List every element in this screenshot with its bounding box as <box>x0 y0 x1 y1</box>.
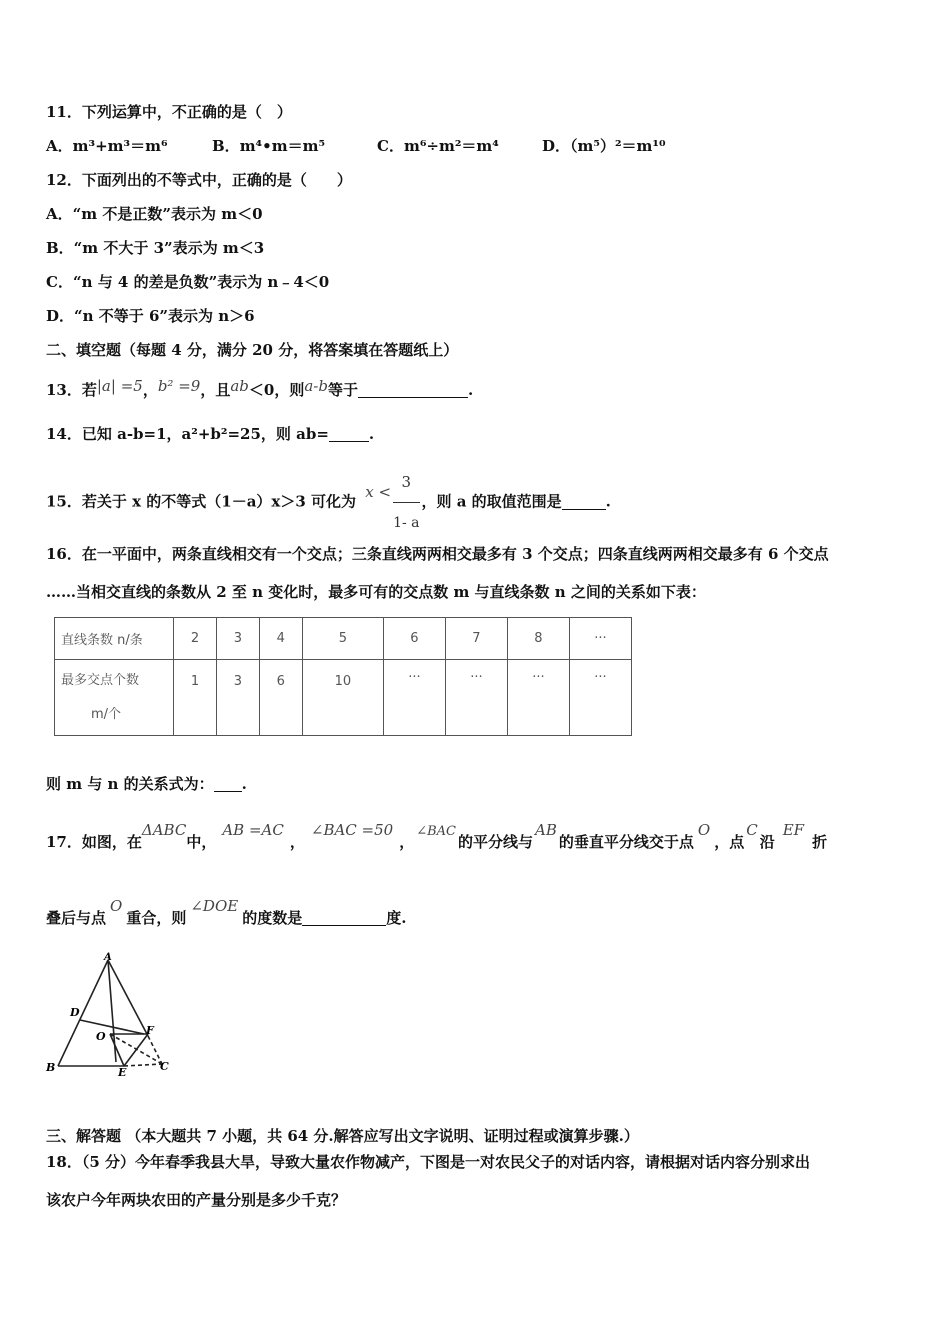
table-cell: 4 <box>259 618 302 660</box>
fold-ec <box>124 1064 162 1066</box>
table-cell: 7 <box>445 618 507 660</box>
q12-option-a: A．“m 不是正数”表示为 m＜0 <box>46 205 263 223</box>
table-cell: ··· <box>445 660 507 736</box>
table-cell: 3 <box>216 660 259 736</box>
table-cell: ··· <box>507 660 569 736</box>
q12-stem: 12．下面列出的不等式中，正确的是（ ） <box>46 171 352 189</box>
side-ab <box>58 960 108 1066</box>
table-cell: 6 <box>383 618 445 660</box>
q17-line-1: 17．如图，在ΔABC中，AB =AC，∠BAC =50，∠BAC的平分线与AB的垂直平分线交于点O，点C沿EF折 <box>46 821 828 851</box>
q17-line-2: 叠后与点O重合，则∠DOE的度数是 度. <box>46 897 407 927</box>
table-row <box>55 660 632 736</box>
segment-df <box>80 1020 144 1034</box>
q15-fraction: $\frac{3}{1- a}$ <box>393 462 419 543</box>
table-cell: 10 <box>302 660 383 736</box>
q17-figure <box>40 950 180 1078</box>
label-o: O <box>96 1030 106 1043</box>
table-cell: 8 <box>507 618 569 660</box>
q16-answer: 则 m 与 n 的关系式为： . <box>46 775 247 793</box>
section-2-heading: 二、填空题（每题 4 分，满分 20 分，将答案填在答题纸上） <box>46 341 459 359</box>
table-cell: ··· <box>569 618 631 660</box>
table-cell: 5 <box>302 618 383 660</box>
table-cell: 1 <box>174 660 217 736</box>
fold-line-ef <box>124 1034 148 1066</box>
q15: 15．若关于 x 的不等式（1－a）x＞3 可化为 x < $\frac{3}{1- a}$ ，则 a 的取值范围是 . <box>46 462 611 543</box>
section-3-heading: 三、解答题 （本大题共 7 小题，共 64 分.解答应写出文字说明、证明过程或演算步骤.） <box>46 1127 639 1145</box>
q13-abs-a: |a| =5 <box>96 377 143 395</box>
table-cell: 2 <box>174 618 217 660</box>
table-head-m: 最多交点个数 m/个 <box>55 660 174 736</box>
q12-option-b: B．“m 不大于 3”表示为 m＜3 <box>46 239 265 257</box>
table-cell: ··· <box>569 660 631 736</box>
answer-blank[interactable] <box>329 427 369 442</box>
q11-option-c: C．m⁶÷m²＝m⁴ <box>377 137 499 155</box>
q13-b-squared: b² =9 <box>157 377 201 395</box>
answer-blank[interactable] <box>562 495 606 510</box>
table-row <box>55 618 632 660</box>
q11-option-d: D．（m⁵）²＝m¹⁰ <box>542 137 666 155</box>
q16-table <box>54 617 632 736</box>
answer-blank[interactable] <box>214 777 242 792</box>
q12-option-c: C．“n 与 4 的差是负数”表示为 n﹣4＜0 <box>46 273 330 291</box>
q16-line-1: 16．在一平面中，两条直线相交有一个交点；三条直线两两相交最多有 3 个交点；四条直线两两相交最多有 6 个交点 <box>46 545 829 563</box>
answer-blank[interactable] <box>302 911 386 926</box>
q18-line-2: 该农户今年两块农田的产量分别是多少千克？ <box>46 1191 347 1209</box>
q11-option-a: A．m³+m³＝m⁶ <box>46 137 168 155</box>
q12-option-d: D．“n 不等于 6”表示为 n＞6 <box>46 307 255 325</box>
label-e: E <box>118 1066 127 1078</box>
q13: 13．若|a| =5，b² =9，且ab＜0，则a-b等于 . <box>46 377 474 399</box>
q11-stem: 11．下列运算中，不正确的是（ ） <box>46 103 292 121</box>
label-a: A <box>104 952 112 963</box>
q11-option-b: B．m⁴•m＝m⁵ <box>212 137 326 155</box>
label-b: B <box>46 1061 56 1074</box>
label-c: C <box>160 1060 169 1073</box>
table-cell: 3 <box>216 618 259 660</box>
label-d: D <box>70 1006 80 1019</box>
label-f: F <box>146 1024 154 1037</box>
q16-line-2: ……当相交直线的条数从 2 至 n 变化时，最多可有的交点数 m 与直线条数 n 之间的关系如下表： <box>46 583 706 601</box>
table-head-n: 直线条数 n/条 <box>55 618 174 660</box>
table-cell: 6 <box>259 660 302 736</box>
q18-line-1: 18．（5 分）今年春季我县大旱，导致大量农作物减产，下图是一对农民父子的对话内容，请根据对话内容分别求出 <box>46 1153 811 1171</box>
side-af <box>108 960 148 1036</box>
table-cell: ··· <box>383 660 445 736</box>
answer-blank[interactable] <box>358 383 468 398</box>
q14: 14．已知 a-b=1，a²+b²=25，则 ab= . <box>46 425 375 443</box>
